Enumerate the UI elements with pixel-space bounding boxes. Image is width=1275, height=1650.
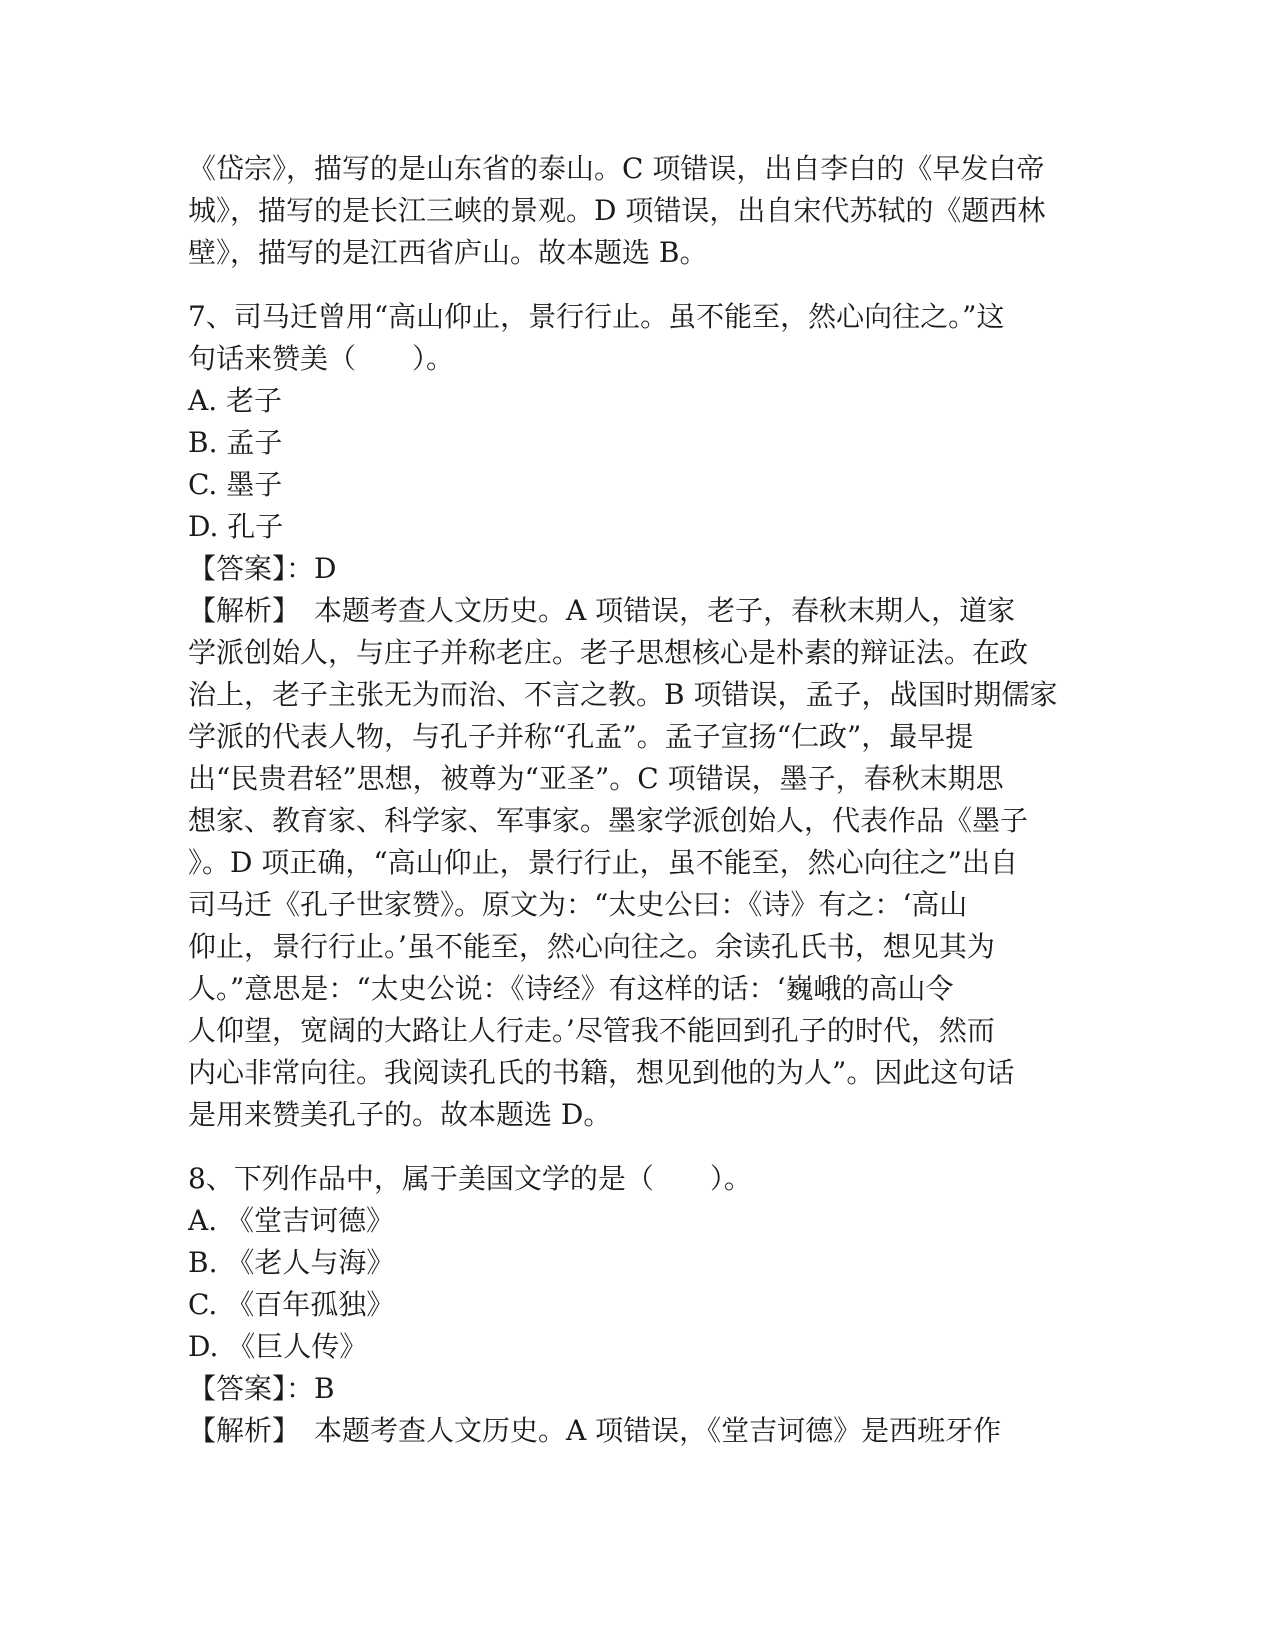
answer-line: 【答案】：B [188,1372,335,1405]
option-c: C. 墨子 [188,468,283,501]
analysis-line: 》。D 项正确，“高山仰止，景行行止，虽不能至，然心向往之”出自 [188,846,1018,879]
question-7 [188,296,1088,1136]
analysis-line: 壁》，描写的是江西省庐山。故本题选 B。 [188,236,708,269]
question-stem-line: 8、下列作品中，属于美国文学的是（ ）。 [188,1162,752,1195]
question-8 [188,1158,1088,1452]
analysis-line: 内心非常向往。我阅读孔氏的书籍，想见到他的为人”。因此这句话 [188,1056,1015,1089]
option-b: B. 孟子 [188,426,283,459]
analysis-line: 学派的代表人物，与孔子并称“孔孟”。孟子宣扬“仁政”，最早提 [188,720,974,753]
analysis-line: 【解析】 本题考查人文历史。A 项错误，老子，春秋末期人，道家 [188,594,1016,627]
option-d: D. 《巨人传》 [188,1330,368,1363]
analysis-line: 司马迁《孔子世家赞》。原文为：“太史公曰：《诗》有之：‘高山 [188,888,968,921]
answer-line: 【答案】：D [188,552,337,585]
option-c: C. 《百年孤独》 [188,1288,395,1321]
option-a: A. 老子 [188,384,283,417]
option-a: A. 《堂吉诃德》 [188,1204,395,1237]
analysis-line: 治上，老子主张无为而治、不言之教。B 项错误，孟子，战国时期儒家 [188,678,1058,711]
analysis-line: 人。”意思是：“太史公说：《诗经》有这样的话：‘巍峨的高山令 [188,972,954,1005]
prev-analysis-tail [188,148,1088,274]
analysis-line: 是用来赞美孔子的。故本题选 D。 [188,1098,612,1131]
analysis-line: 【解析】 本题考查人文历史。A 项错误，《堂吉诃德》是西班牙作 [188,1414,1002,1447]
analysis-line: 人仰望，宽阔的大路让人行走。’尽管我不能回到孔子的时代，然而 [188,1014,995,1047]
analysis-line: 城》，描写的是长江三峡的景观。D 项错误，出自宋代苏轼的《题西林 [188,194,1046,227]
option-d: D. 孔子 [188,510,284,543]
analysis-line: 想家、教育家、科学家、军事家。墨家学派创始人，代表作品《墨子 [188,804,1029,837]
option-b: B. 《老人与海》 [188,1246,395,1279]
document-page [188,148,1088,1452]
analysis-line: 学派创始人，与庄子并称老庄。老子思想核心是朴素的辩证法。在政 [188,636,1029,669]
analysis-line: 仰止，景行行止。’虽不能至，然心向往之。余读孔氏书，想见其为 [188,930,995,963]
analysis-line: 出“民贵君轻”思想，被尊为“亚圣”。C 项错误，墨子，春秋末期思 [188,762,1004,795]
question-stem-line: 句话来赞美（ ）。 [188,342,455,375]
analysis-line: 《岱宗》，描写的是山东省的泰山。C 项错误，出自李白的《早发白帝 [188,152,1045,185]
question-stem-line: 7、司马迁曾用“高山仰止，景行行止。虽不能至，然心向往之。”这 [188,300,1005,333]
